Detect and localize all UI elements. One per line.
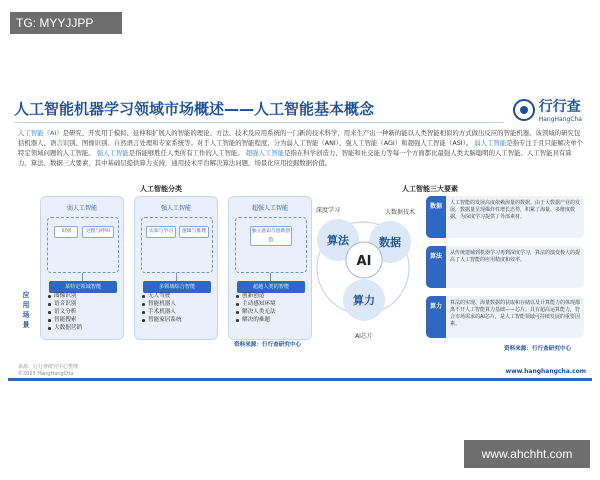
connector-line — [176, 273, 177, 281]
factor-text: 人工智能的发展高度依赖海量的数据。由于大数据产业的发展，数据量呈现爆炸性增长态势，积累了海量、多维度数据，为深度学习提供了外部素材。 — [450, 200, 581, 220]
category-capabilities — [47, 217, 119, 273]
logo-sub: HangHangCha — [538, 116, 582, 123]
footer-copyright: ©2023 HangHangCha — [18, 371, 74, 377]
list-item: 解决的难题 — [234, 316, 318, 324]
intro-strong-text: 是指能够胜任人类所有工作的人工智能。 — [128, 149, 244, 157]
intro-weak-label: 弱人工智能 — [474, 139, 507, 147]
ai-label: AI — [356, 254, 372, 269]
apps-list-weak — [46, 292, 130, 332]
list-item: 图像识别 — [46, 292, 130, 300]
footer-source: 来源：行行查研究中心整理 — [18, 364, 79, 370]
list-item: 语义分析 — [46, 308, 130, 316]
factor-name: 数据 — [426, 196, 446, 238]
category-bar: 某特定领域智能 — [49, 281, 117, 293]
title-divider — [14, 122, 504, 123]
deep-learning-label: 深度学习 — [315, 207, 341, 214]
list-item: 智能搜索 — [46, 316, 130, 324]
source-note-left: 资料来源：行行查研究中心 — [234, 342, 302, 348]
factor-card-compute — [426, 296, 584, 338]
big-data-label: 大数据技术 — [384, 209, 416, 216]
factor-card-data — [426, 196, 584, 238]
algorithm-label: 算法 — [327, 234, 349, 247]
intro-super-label: 超强人工智能 — [245, 149, 285, 157]
compute-label: 算力 — [353, 294, 375, 307]
capability-chip: 独立意识与创新创造 — [250, 226, 292, 246]
intro-weak-text: 是指专注于且只能解决单个特定领域问题的人工智能。 — [18, 139, 583, 157]
capability-chip: 过程与呼叫 — [82, 226, 114, 238]
footer-rule — [8, 378, 592, 381]
list-item: 无人驾驶 — [140, 292, 224, 300]
capability-chip: 逻辑与推理 — [179, 226, 209, 238]
brand-logo — [513, 96, 582, 123]
factors-svg — [308, 192, 418, 352]
category-bar: 超越人类的智能 — [237, 281, 305, 293]
logo-name: 行行查 — [538, 99, 581, 115]
list-item: 手术机器人 — [140, 308, 224, 316]
apps-list-super — [234, 292, 318, 324]
list-item: 智能家居系统 — [140, 316, 224, 324]
intro-super-text: 是指在科学创造力、智能和社交能力等每一个方面都比最强人类大脑聪明的人工智能。人工智能具有算力、算法、数据三大要素，其中基础层提供算力支持，通用技术平台解决算法问题，场景化应用挖掘数据价值。 — [18, 149, 572, 167]
intro-ai-text: 是研究、开发用于模拟、延伸和扩展人的智能的理论、方法、技术及应用系统的一门新的技术科学，用来生产出一种新的能以人类智能相似的方式做出反应的智能机器。该领域的研究包括机器人、语言识别、图像识别、自然语言处理和专家系统等。对于人工智能的智能程度，分为弱人工智能（ANI）、强人工智能（AGI）和超强人工智能（ASI）。 — [18, 129, 581, 147]
footer-url: www.hanghangcha.com — [505, 368, 586, 375]
factors-title: 人工智能三大要素 — [402, 185, 458, 193]
factor-name: 算力 — [426, 296, 446, 338]
watermark-bottom: www.ahchht.com — [464, 440, 590, 468]
factor-text: 算法的实现、海量数据的获取和存储以及计算能力的体现都离不开人工智能算力基础——芯片。具有超高运算能力，符合市场需求的AI芯片，是人工智能领域可持续发展的重要因素。 — [450, 300, 581, 327]
category-capabilities — [235, 217, 307, 273]
apps-label: 应用场景 — [22, 291, 30, 329]
connector-line — [82, 273, 83, 281]
classification-title: 人工智能分类 — [140, 185, 182, 193]
category-name: 弱人工智能 — [66, 205, 97, 212]
capability-chip: 认知与学习 — [146, 226, 176, 238]
category-name: 超强人工智能 — [251, 205, 288, 212]
connector-line — [270, 273, 271, 281]
intro-paragraph — [18, 128, 584, 168]
watermark-top: TG: MYYJJPP — [10, 12, 122, 34]
factor-text: 从传统遗辅到机器学习再到深度学习，算法的演变极大的提高了人工智能的应用精度和效率。 — [450, 250, 581, 263]
infographic-card — [8, 92, 592, 388]
logo-icon — [513, 99, 535, 121]
factor-card-algorithm — [426, 246, 584, 288]
footer-left — [18, 364, 78, 378]
category-name: 强人工智能 — [160, 205, 191, 212]
page-title: 人工智能机器学习领域市场概述——人工智能基本概念 — [14, 100, 375, 118]
capability-chip: 识别 — [54, 226, 78, 238]
intro-strong-label: 强人工智能 — [96, 149, 129, 157]
list-item: 解决人类无法 — [234, 308, 318, 316]
source-note-right: 资料来源：行行查研究中心 — [504, 346, 572, 352]
list-item: 创新创造 — [234, 292, 318, 300]
intro-ai-label: 人工智能（AI） — [18, 129, 63, 137]
factors-diagram — [308, 192, 418, 352]
category-capabilities — [141, 217, 213, 273]
apps-list-strong — [140, 292, 224, 324]
factor-name: 算法 — [426, 246, 446, 288]
ai-chip-label: AI芯片 — [355, 333, 373, 340]
data-label: 数据 — [379, 236, 401, 249]
category-bar: 多领域综合智能 — [143, 281, 211, 293]
list-item: 大数据营销 — [46, 324, 130, 332]
list-item: 语音识别 — [46, 300, 130, 308]
list-item: 智能机器人 — [140, 300, 224, 308]
list-item: 主动感知环境 — [234, 300, 318, 308]
